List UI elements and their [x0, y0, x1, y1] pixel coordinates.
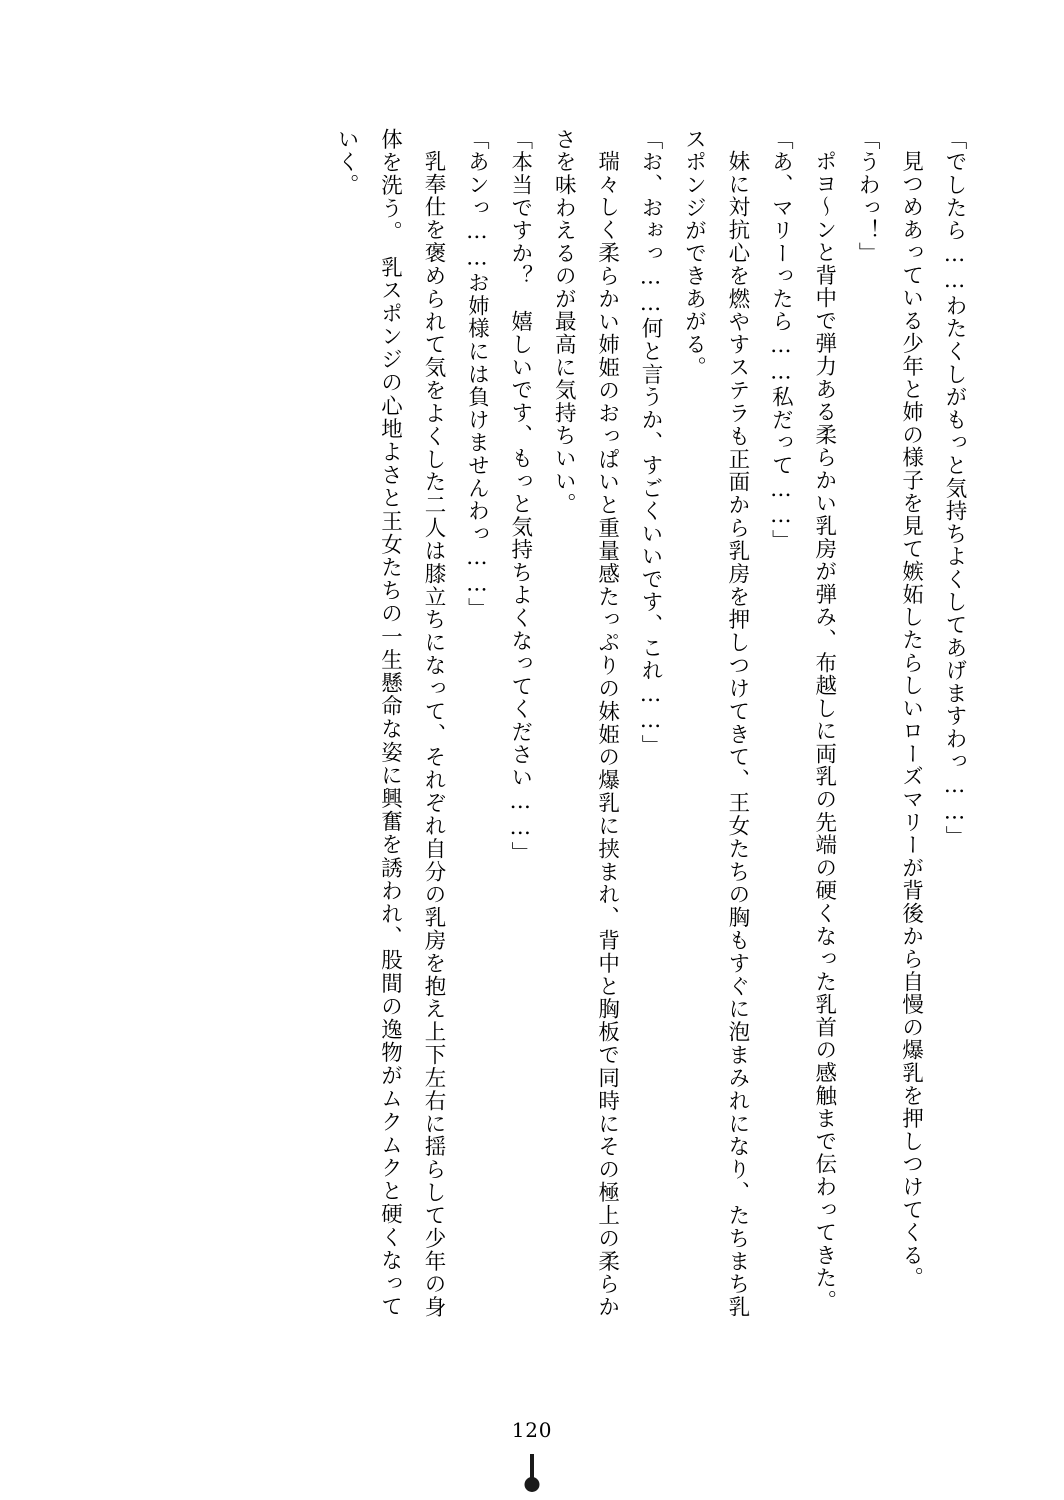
- footer-dot-decoration: [525, 1477, 540, 1492]
- paragraph: 「うわっ！」: [855, 128, 881, 265]
- paragraph: ポヨ～ンと背中で弾力ある柔らかい乳房が弾み、布越しに両乳の先端の硬くなった乳首の感触まで伝わってきた。: [811, 149, 837, 1312]
- paragraph: 「お、おぉっ……何と言うか、すごくいいです、これ……」: [638, 128, 664, 758]
- paragraph: 「あンっ……お姉様には負けませんわっ……」: [464, 128, 490, 621]
- paragraph: 「でしたら……わたくしがもっと気持ちよくしてあげますわっ……」: [942, 128, 967, 849]
- paragraph: 見つめあっている少年と姉の様子を見て嫉妬したらしいローズマリーが背後から自慢の爆乳を押しつけてくる。: [898, 149, 924, 1289]
- paragraph: 瑞々しく柔らかい姉姫のおっぱいと重量感たっぷりの妹姫の爆乳に挟まれ、背中と胸板で同時にその極上の柔らかさを味わえるのが最高に気持ちいい。: [551, 128, 620, 1318]
- page-number: 120: [511, 1418, 553, 1442]
- paragraph: 「あ、マリーったら……私だって……」: [768, 128, 794, 553]
- paragraph: 「本当ですか？ 嬉しいです、もっと気持ちよくなってください……」: [507, 128, 533, 865]
- page-body-text: [176, 128, 976, 1318]
- paragraph: 妹に対抗心を燃やすステラも正面から乳房を押しつけてきて、王女たちの胸もすぐに泡まみれになり、たちまち乳スポンジができあがる。: [681, 128, 750, 1318]
- paragraph: 乳奉仕を褒められて気をよくした二人は膝立ちになって、それぞれ自分の乳房を抱え上下左右に揺らして少年の身体を洗う。 乳スポンジの心地よさと王女たちの一生懸命な姿に興奮を誘われ、股間の逸物がムクムクと硬くなっていく。: [334, 128, 446, 1318]
